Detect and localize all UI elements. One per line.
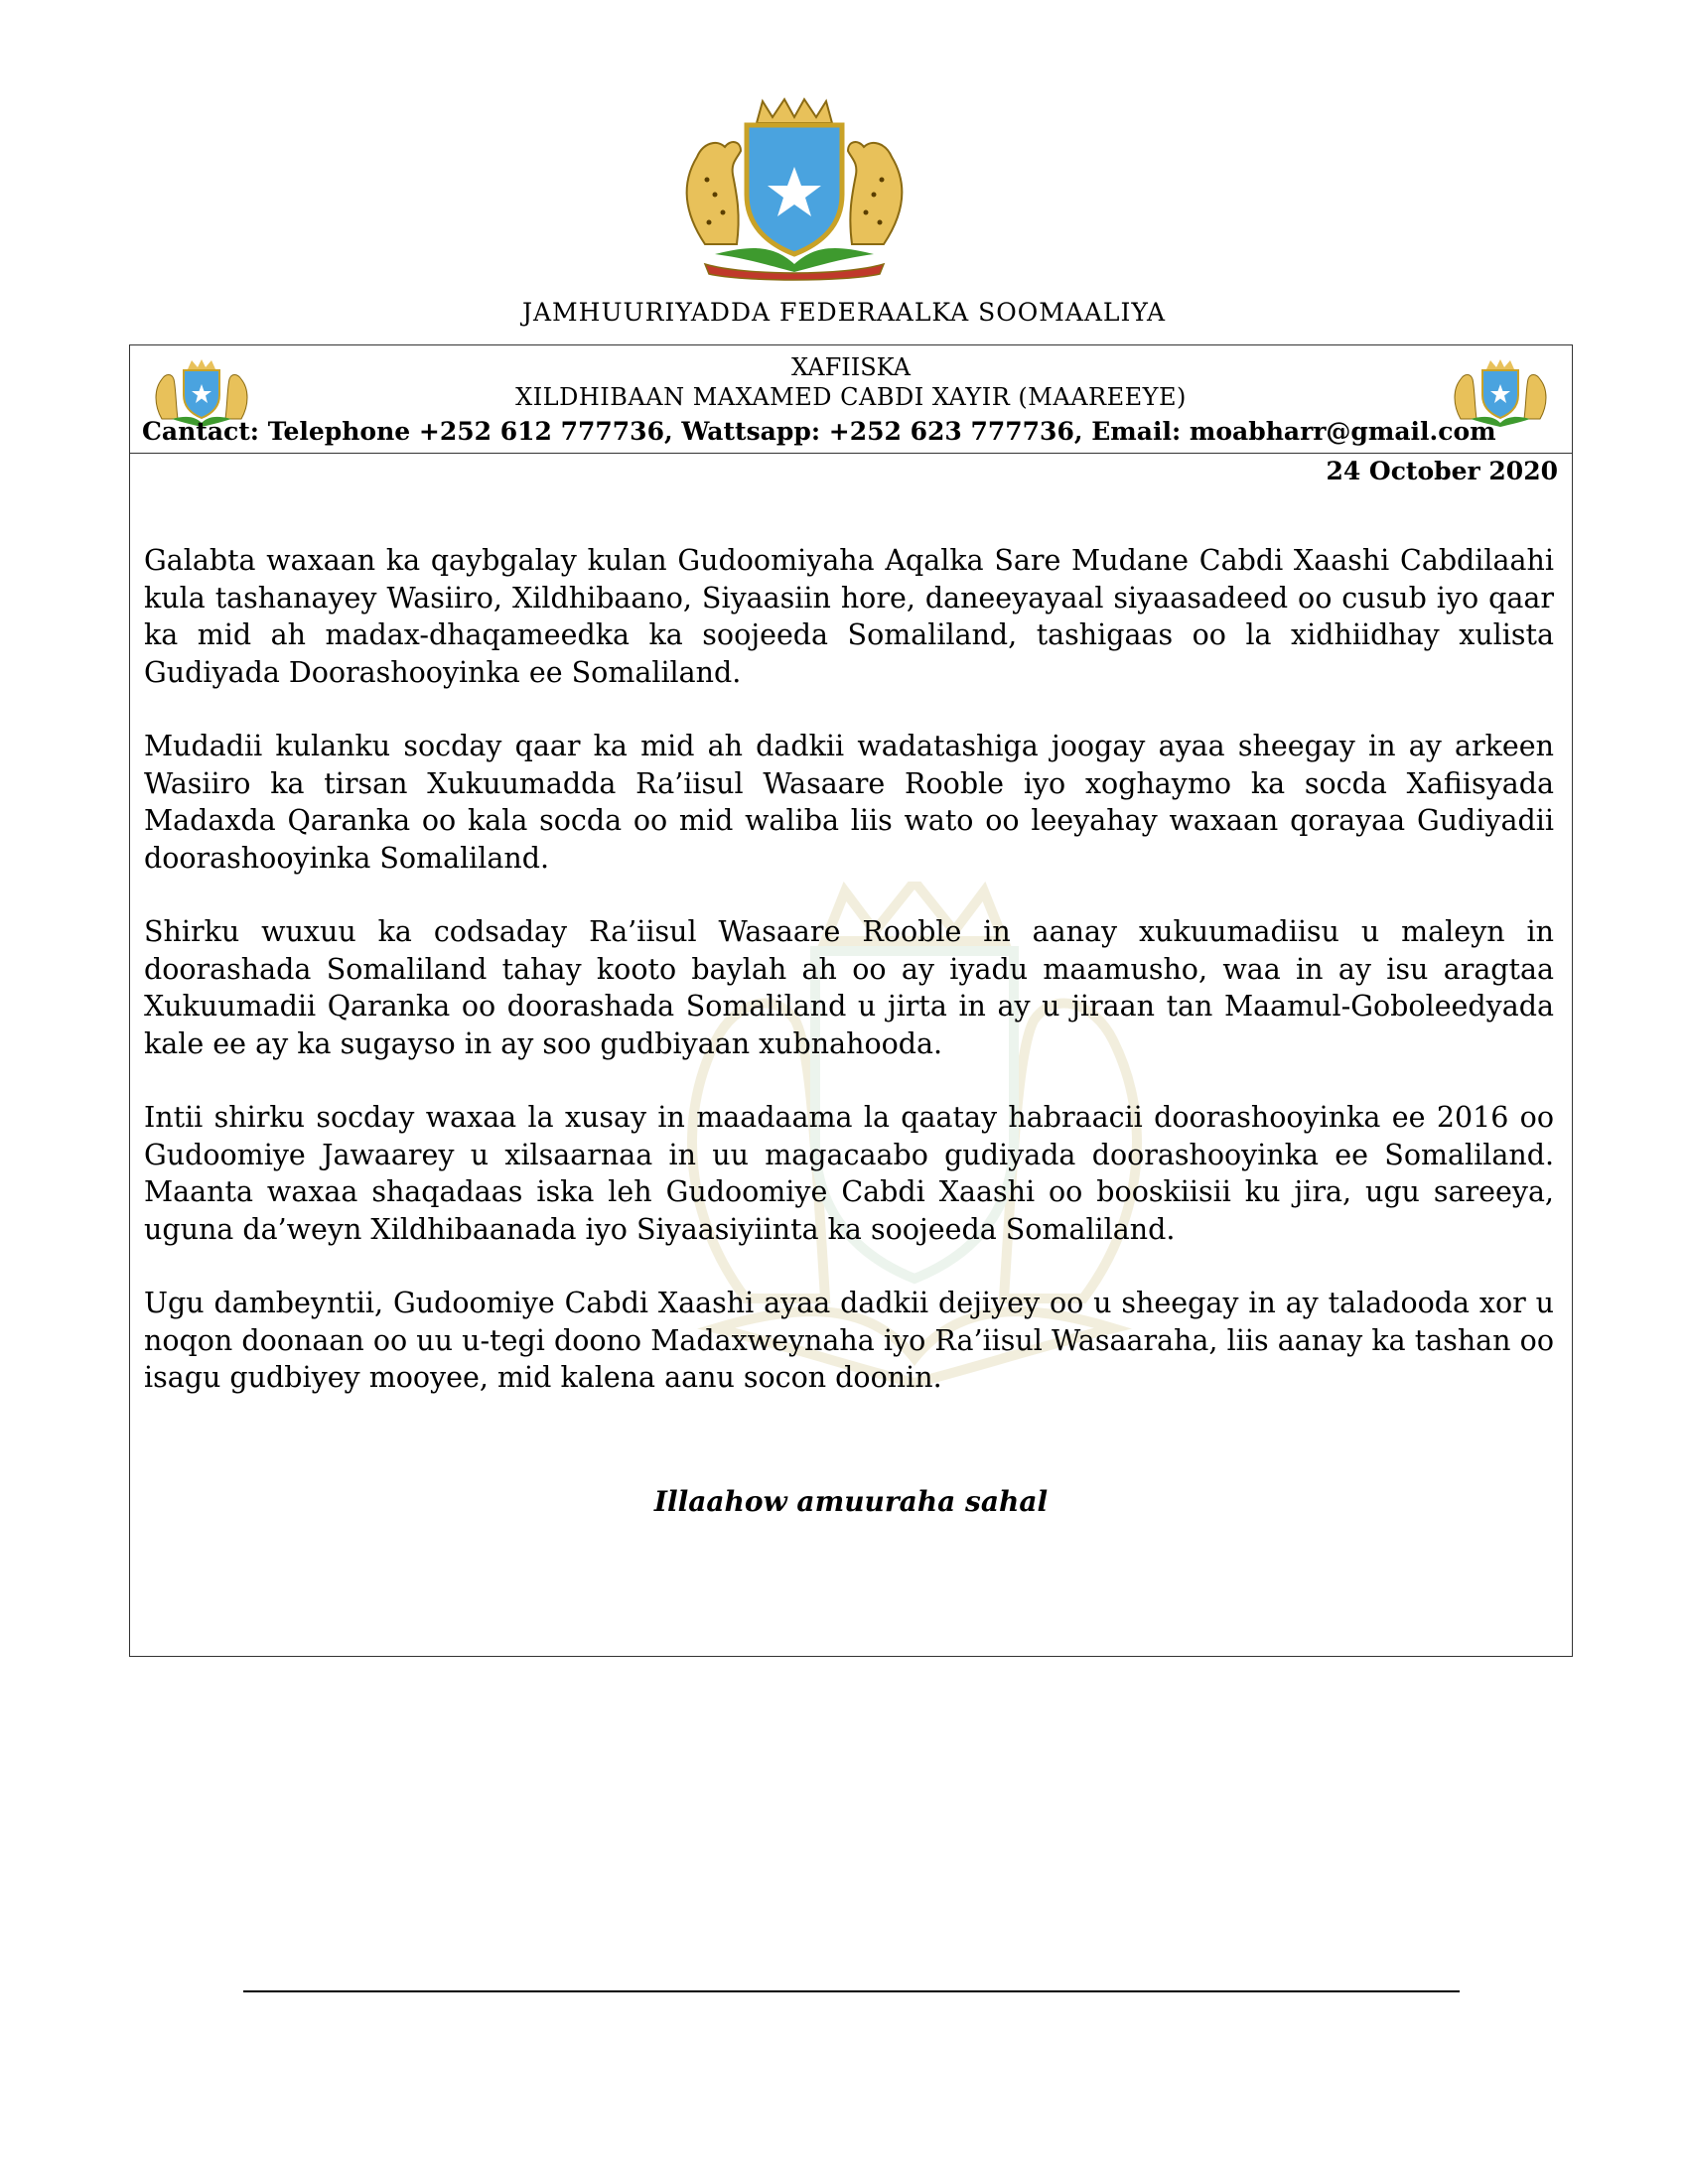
body-paragraph: Intii shirku socday waxaa la xusay in maadaama la qaatay habraacii doorashooyinka ee 2016 oo Gudoomiye Jawaarey u xilsaarnaa in uu magacaabo gudiyada doorashooyinka ee Somaliland. Maanta waxaa shaqadaas iska leh Gudoomiye Cabdi Xaashi oo booskiisii ku jira, ugu sareeya, uguna da’weyn Xildhibaanada iyo Siyaasiyiinta ka soojeeda Somaliland.: [144, 1101, 1554, 1246]
body-paragraph: Galabta waxaan ka qaybgalay kulan Gudoomiyaha Aqalka Sare Mudane Cabdi Xaashi Cabdilaahi kula tashanayey Wasiiro, Xildhibaano, Siyaasiin hore, daneeyayaal siyaasadeed oo cusub iyo qaar ka mid ah madax-dhaqameedka ka soojeeda Somaliland, tashigaas oo la xidhiidhay xulista Gudiyada Doorashooyinka ee Somaliland.: [144, 544, 1554, 689]
letterhead: [130, 345, 1572, 454]
body-paragraph: Mudadii kulanku socday qaar ka mid ah dadkii wadatashiga joogay ayaa sheegay in ay arkeen Wasiiro ka tirsan Xukuumadda Ra’iisul Wasaare Rooble iyo xoghaymo ka socda Xafiisyada Madaxda Qaranka oo kala socda oo mid waliba liis wato oo leeyahay waxaan qorayaa Gudiyadii doorashooyinka Somaliland.: [144, 730, 1554, 875]
coat-of-arms-emblem: [645, 95, 943, 284]
footer-rule: [243, 1990, 1460, 1992]
crown-icon: [757, 99, 832, 123]
leopard-right-icon: [848, 142, 902, 244]
country-name: JAMHUURIYADDA FEDERAALKA SOOMAALIYA: [521, 298, 1167, 327]
letter-frame: [129, 344, 1573, 1657]
letter-body: [144, 542, 1554, 1433]
letter-date: 24 October 2020: [1326, 457, 1558, 485]
closing-phrase: Illaahow amuuraha sahal: [653, 1485, 1049, 1518]
body-paragraph: Shirku wuxuu ka codsaday Ra’iisul Wasaare Rooble in aanay xukuumadiisu u maleyn in doorashada Somaliland tahay kooto baylah ah oo ay iyadu maamusho, waa in ay isu aragtaa Xukuumadii Qaranka oo doorashada Somaliland u jirta in ay u jiraan tan Maamul-Goboleedyada kale ee ay ka sugayso in ay soo gudbiyaan xubnahooda.: [144, 915, 1554, 1060]
body-paragraph: Ugu dambeyntii, Gudoomiye Cabdi Xaashi ayaa dadkii dejiyey oo u sheegay in ay taladooda xor u noqon doonaan oo uu u-tegi doono Madaxweynaha iyo Ra’iisul Wasaaraha, liis aanay ka tashan oo isagu gudbiyey mooyee, mid kalena aanu socon doonin.: [144, 1287, 1554, 1394]
contact-line: Cantact: Telephone +252 612 777736, Wattsapp: +252 623 777736, Email: moabharr@gmail.com: [142, 417, 1496, 446]
office-label: XAFIISKA: [791, 353, 911, 381]
leopard-left-icon: [687, 142, 741, 244]
office-holder-name: XILDHIBAAN MAXAMED CABDI XAYIR (MAAREEYE): [515, 383, 1187, 411]
